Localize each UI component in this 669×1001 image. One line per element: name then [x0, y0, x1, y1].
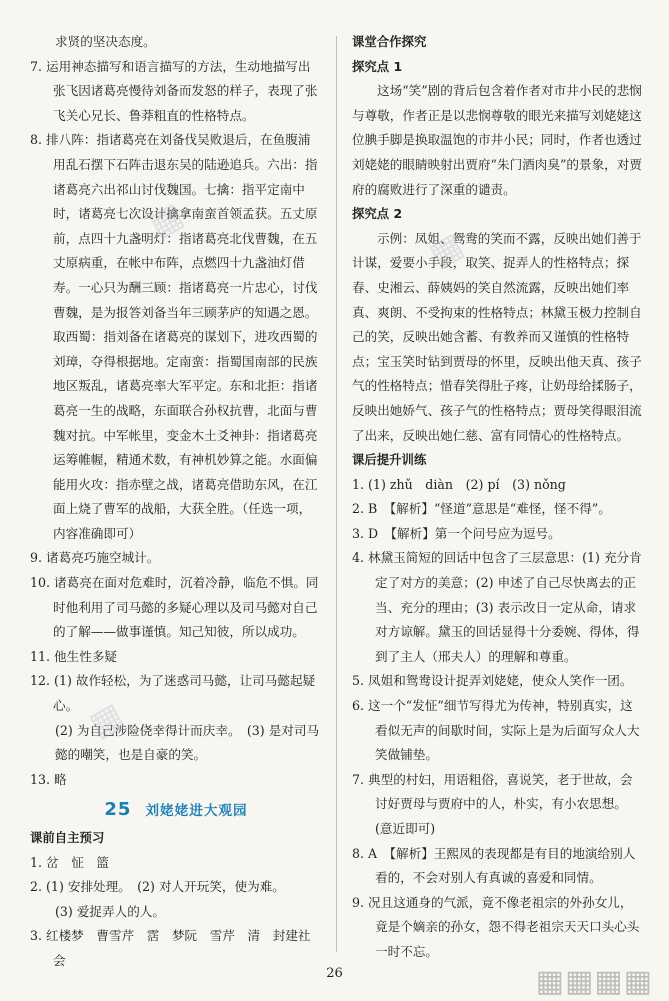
answer-item: 13. 略: [30, 771, 67, 787]
explore-point-1-heading: 探究点 1: [352, 58, 403, 74]
left-column: [30, 30, 322, 974]
answer-item: 3. D 【解析】第一个问号应为逗号。: [352, 525, 561, 541]
answer-item: 6. 这一个“发怔”细节写得尤为传神，特别真实，这看似无声的间歇时间，实际上是为后面写众人大笑做铺垫。: [352, 698, 640, 763]
explore-point-2-text: 示例：凤姐、鸳鸯的笑而不露，反映出她们善于计谋，爱要小手段，取笑、捉弄人的性格特点；探春、史湘云、薛姨妈的笑自然流露，反映出她们率真、爽朗、不受拘束的性格特点；林黛玉极力控制自己的笑，反映出她含蓄、有教养而又谨慎的性格特点；宝玉笑时钻到贾母的怀里，反映出他天真、孩子气的性格特点；惜春笑得肚子疼，让奶母给揉肠子，反映出她娇气、孩子气的性格特点；贾母笑得眼泪流了出来，反映出她仁慈、富有同情心的性格特点。: [352, 230, 642, 443]
answer-item: 8. A 【解析】王熙凤的表现都是有目的地演给别人看的，不会对别人有真诚的喜爱和同情。: [352, 845, 636, 886]
answer-item: 3. 红楼梦 曹雪芹 霑 梦阮 雪芹 清 封建社会: [30, 928, 311, 968]
right-column: [352, 30, 644, 965]
answer-item: 5. 凤姐和鸳鸯设计捉弄刘姥姥，使众人笑作一团。: [352, 673, 633, 689]
lesson-number: 25: [104, 799, 132, 821]
answer-item: 10. 诸葛亮在面对危难时，沉着冷静，临危不惧。同时他利用了司马懿的多疑心理以及司马懿对自己的了解——做事谨慎。知己知彼，所以成功。: [30, 575, 319, 640]
answer-item: 9. 况且这通身的气派，竟不像老祖宗的外孙女儿，竟是个嫡亲的孙女，怨不得老祖宗天天口头心头一时不忘。: [352, 894, 640, 959]
answer-item: 1. (1) zhǔ diàn (2) pí (3) nǒng: [352, 476, 566, 492]
left-answer-list: [30, 30, 322, 792]
answer-item: 12. (1) 故作轻松，为了迷惑司马懿，让司马懿起疑心。: [30, 673, 316, 714]
page-number: 26: [326, 966, 343, 981]
explore-point-2-heading: 探究点 2: [352, 206, 403, 222]
lesson-title: 刘姥姥进大观园: [145, 803, 248, 820]
answer-item: 2. B 【解析】“怪道”意思是“难怪，怪不得”。: [352, 501, 611, 517]
answer-item: (3) 爱捉弄人的人。: [55, 903, 165, 919]
after-class-answer-list: [352, 473, 644, 965]
answer-item: (2) 为自己涉险侥幸得计而庆幸。 (3) 是对司马懿的嘲笑，也是自豪的笑。: [55, 722, 320, 763]
answer-item: 2. (1) 安排处理。 (2) 对人开玩笑，使为难。: [30, 879, 285, 895]
preview-answer-list: [30, 851, 322, 974]
lesson-heading: [30, 798, 322, 824]
answer-item: 9. 诸葛亮巧施空城计。: [30, 550, 160, 566]
corner-watermark-logo: ▦▦▦▦: [535, 964, 653, 999]
watermark-mark: ▦: [142, 194, 190, 246]
watermark-mark: ▦: [422, 224, 470, 276]
answer-item: 1. 岔 怔 篮: [30, 854, 109, 870]
section-heading-preview: 课前自主预习: [30, 830, 105, 845]
answer-item: 4. 林黛玉简短的回话中包含了三层意思：(1) 充分肯定了对方的美意；(2) 申述了自己尽快离去的正当、充分的理由；(3) 表示改日一定从命，请求对方谅解。黛玉的回话显得十分委婉、得体，得到了主人（邢夫人）的理解和尊重。: [352, 550, 642, 664]
section-heading-after-class: 课后提升训练: [352, 452, 427, 468]
explore-point-1-text: 这场“笑”剧的背后包含着作者对市井小民的悲悯与尊敬，作者正是以悲悯尊敬的眼光来描写刘姥姥这位腆手脚是换取温饱的市井小民；同时，作者也透过刘姥姥的眼睛映射出贾府“朱门酒肉臭”的景象，对贾府的腐败进行了深重的谴责。: [352, 83, 642, 197]
answer-item: 求贤的坚决态度。: [55, 34, 156, 49]
column-divider: [336, 36, 337, 952]
answer-item: 7. 典型的村妇，用语粗俗，喜说笑，老于世故，会讨好贾母与贾府中的人，朴实，有小农思想。(意近即可): [352, 771, 633, 836]
section-heading-classroom: 课堂合作探究: [352, 34, 427, 49]
answer-item: 11. 他生性多疑: [30, 648, 118, 664]
answer-item: 8. 排八阵：指诸葛亮在刘备伐吴败退后，在鱼腹浦用乱石摆下石阵击退东吴的陆逊追兵。六出：指诸葛亮六出祁山讨伐魏国。七擒：指平定南中时，诸葛亮七次设计擒拿南蛮首领孟获。五丈原前，点四十九盏明灯：指诸葛亮北伐曹魏，在五丈原病重，在帐中布阵，点燃四十九盏油灯借寿。一心只为酬三顾：指诸葛亮一片忠心，讨伐曹魏，是为报答刘备当年三顾茅庐的知遇之恩。取西蜀：指刘备在诸葛亮的谋划下，进攻西蜀的刘璋，夺得根据地。定南蛮：指蜀国南部的民族地区叛乱，诸葛亮率大军平定。东和北拒：指诸葛亮一生的战略，东面联合孙权抗曹，北面与曹魏对抗。中军帐里，变金木土爻神卦：指诸葛亮运筹帷幄，精通术数，有神机妙算之能。水面偏能用火攻：指赤壁之战，诸葛亮借助东风，在江面上烧了曹军的战船，大获全胜。（任选一项，内容准确即可）: [30, 132, 318, 541]
answer-item: 7. 运用神态描写和语言描写的方法，生动地描写出张飞因诸葛亮慢待刘备而发怒的样子，表现了张飞关心兄长、鲁莽粗直的性格特点。: [30, 58, 318, 123]
watermark-mark: ▦: [82, 694, 130, 746]
